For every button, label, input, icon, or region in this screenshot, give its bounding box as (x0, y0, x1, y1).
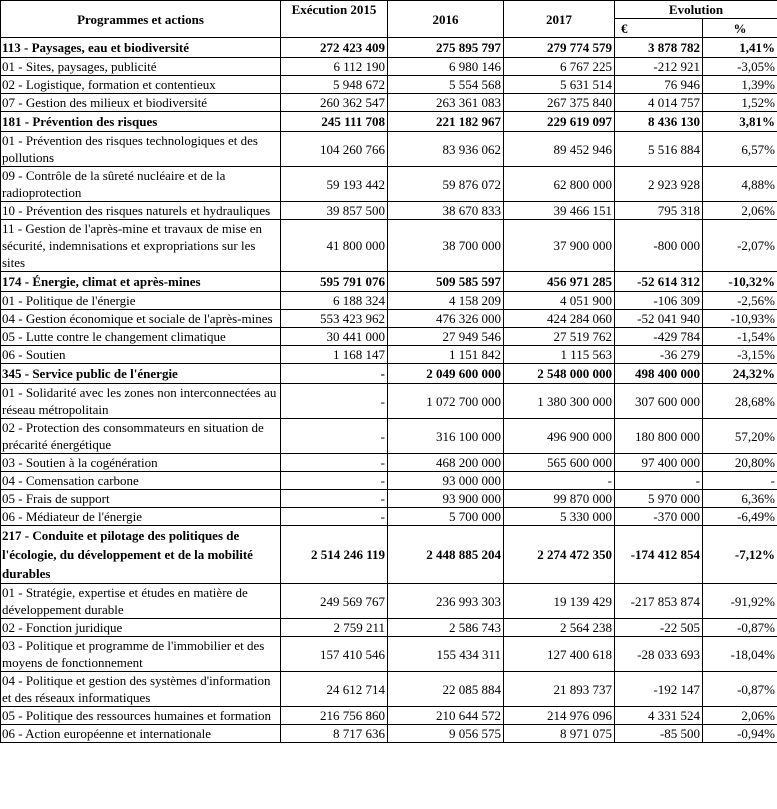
cell-2017: 267 375 840 (504, 94, 615, 112)
cell-2017: 21 893 737 (504, 672, 615, 707)
cell-2015: 8 717 636 (281, 725, 388, 743)
programme-row (1, 112, 777, 132)
cell-2016: 38 670 833 (388, 202, 504, 220)
row-label: 01 - Sites, paysages, publicité (1, 58, 281, 76)
action-row (1, 584, 777, 619)
cell-2017: 279 774 579 (504, 38, 615, 58)
cell-2017: 496 900 000 (504, 419, 615, 454)
programme-row (1, 526, 777, 584)
cell-evo-eur: -22 505 (615, 619, 703, 637)
row-label: 07 - Gestion des milieux et biodiversité (1, 94, 281, 112)
action-row (1, 167, 777, 202)
cell-evo-eur: 4 014 757 (615, 94, 703, 112)
cell-evo-eur: 76 946 (615, 76, 703, 94)
cell-2017: 37 900 000 (504, 220, 615, 272)
cell-evo-eur: -192 147 (615, 672, 703, 707)
header-2017: 2017 (504, 1, 615, 38)
cell-2017: 4 051 900 (504, 292, 615, 310)
cell-evo-pct: -2,56% (703, 292, 777, 310)
cell-2015: - (281, 419, 388, 454)
cell-2016: 263 361 083 (388, 94, 504, 112)
cell-evo-pct: 1,41% (703, 38, 777, 58)
cell-2015: 1 168 147 (281, 346, 388, 364)
programme-row (1, 272, 777, 292)
cell-2015: 30 441 000 (281, 328, 388, 346)
cell-2016: 9 056 575 (388, 725, 504, 743)
cell-2015: 553 423 962 (281, 310, 388, 328)
cell-evo-eur: 5 516 884 (615, 132, 703, 167)
row-label: 06 - Action européenne et internationale (1, 725, 281, 743)
action-row (1, 202, 777, 220)
cell-evo-pct: 57,20% (703, 419, 777, 454)
cell-evo-eur: -217 853 874 (615, 584, 703, 619)
header-programmes: Programmes et actions (1, 1, 281, 38)
cell-2015: - (281, 472, 388, 490)
programme-row (1, 364, 777, 384)
cell-2015: 6 112 190 (281, 58, 388, 76)
cell-evo-eur: -85 500 (615, 725, 703, 743)
cell-evo-eur: -800 000 (615, 220, 703, 272)
action-row (1, 384, 777, 419)
cell-evo-eur: 795 318 (615, 202, 703, 220)
action-row (1, 672, 777, 707)
cell-2017: 424 284 060 (504, 310, 615, 328)
cell-evo-eur: -370 000 (615, 508, 703, 526)
cell-2015: 39 857 500 (281, 202, 388, 220)
cell-evo-eur: 8 436 130 (615, 112, 703, 132)
row-label: 181 - Prévention des risques (1, 112, 281, 132)
cell-2017: 2 564 238 (504, 619, 615, 637)
cell-2017: 99 870 000 (504, 490, 615, 508)
action-row (1, 220, 777, 272)
cell-evo-pct: 1,39% (703, 76, 777, 94)
cell-evo-eur: -28 033 693 (615, 637, 703, 672)
header-evo-eur: € (615, 19, 703, 38)
cell-2017: 39 466 151 (504, 202, 615, 220)
cell-evo-pct: 28,68% (703, 384, 777, 419)
cell-evo-pct: -2,07% (703, 220, 777, 272)
row-label: 05 - Lutte contre le changement climatique (1, 328, 281, 346)
cell-evo-eur: -106 309 (615, 292, 703, 310)
action-row (1, 419, 777, 454)
cell-evo-pct: -3,05% (703, 58, 777, 76)
table-body (1, 38, 777, 743)
cell-evo-pct: 4,88% (703, 167, 777, 202)
action-row (1, 310, 777, 328)
cell-evo-eur: 3 878 782 (615, 38, 703, 58)
cell-evo-eur: 97 400 000 (615, 454, 703, 472)
cell-evo-pct: -1,54% (703, 328, 777, 346)
table-header-row (1, 1, 777, 19)
row-label: 03 - Politique et programme de l'immobilier et des moyens de fonctionnement (1, 637, 281, 672)
action-row (1, 454, 777, 472)
cell-2017: 8 971 075 (504, 725, 615, 743)
cell-evo-pct: -0,94% (703, 725, 777, 743)
cell-2015: - (281, 508, 388, 526)
cell-2017: 2 548 000 000 (504, 364, 615, 384)
row-label: 09 - Contrôle de la sûreté nucléaire et de la radioprotection (1, 167, 281, 202)
row-label: 217 - Conduite et pilotage des politiques de l'écologie, du développement et de la mobilité durables (1, 526, 281, 584)
cell-2016: 476 326 000 (388, 310, 504, 328)
cell-2015: 157 410 546 (281, 637, 388, 672)
cell-2016: 38 700 000 (388, 220, 504, 272)
cell-evo-pct: -10,93% (703, 310, 777, 328)
cell-2015: - (281, 454, 388, 472)
cell-evo-eur: 4 331 524 (615, 707, 703, 725)
action-row (1, 76, 777, 94)
cell-2016: 509 585 597 (388, 272, 504, 292)
cell-evo-pct: 2,06% (703, 707, 777, 725)
cell-2016: 5 700 000 (388, 508, 504, 526)
cell-evo-pct: -0,87% (703, 672, 777, 707)
cell-evo-pct: -7,12% (703, 526, 777, 584)
cell-evo-eur: 5 970 000 (615, 490, 703, 508)
action-row (1, 707, 777, 725)
cell-2016: 1 151 842 (388, 346, 504, 364)
cell-2017: 127 400 618 (504, 637, 615, 672)
cell-2016: 27 949 546 (388, 328, 504, 346)
cell-2017: 1 115 563 (504, 346, 615, 364)
cell-evo-pct: -0,87% (703, 619, 777, 637)
cell-2016: 5 554 568 (388, 76, 504, 94)
cell-2015: 104 260 766 (281, 132, 388, 167)
row-label: 01 - Stratégie, expertise et études en matière de développement durable (1, 584, 281, 619)
cell-2017: 565 600 000 (504, 454, 615, 472)
action-row (1, 94, 777, 112)
cell-2016: 2 049 600 000 (388, 364, 504, 384)
cell-2016: 468 200 000 (388, 454, 504, 472)
row-label: 02 - Fonction juridique (1, 619, 281, 637)
cell-2017: 19 139 429 (504, 584, 615, 619)
action-row (1, 472, 777, 490)
action-row (1, 490, 777, 508)
cell-2015: 260 362 547 (281, 94, 388, 112)
cell-evo-pct: -18,04% (703, 637, 777, 672)
cell-2016: 275 895 797 (388, 38, 504, 58)
row-label: 05 - Frais de support (1, 490, 281, 508)
cell-evo-pct: 24,32% (703, 364, 777, 384)
cell-evo-pct: 6,36% (703, 490, 777, 508)
cell-evo-pct: 2,06% (703, 202, 777, 220)
cell-2015: 249 569 767 (281, 584, 388, 619)
row-label: 03 - Soutien à la cogénération (1, 454, 281, 472)
cell-evo-pct: -6,49% (703, 508, 777, 526)
cell-evo-eur: 307 600 000 (615, 384, 703, 419)
row-label: 02 - Protection des consommateurs en situation de précarité énergétique (1, 419, 281, 454)
row-label: 174 - Énergie, climat et après-mines (1, 272, 281, 292)
cell-2017: 2 274 472 350 (504, 526, 615, 584)
row-label: 05 - Politique des ressources humaines et formation (1, 707, 281, 725)
cell-2016: 2 586 743 (388, 619, 504, 637)
cell-2015: - (281, 364, 388, 384)
cell-2015: 59 193 442 (281, 167, 388, 202)
action-row (1, 292, 777, 310)
header-evolution: Evolution (615, 1, 777, 19)
cell-2016: 6 980 146 (388, 58, 504, 76)
cell-2017: 27 519 762 (504, 328, 615, 346)
row-label: 06 - Médiateur de l'énergie (1, 508, 281, 526)
cell-2016: 221 182 967 (388, 112, 504, 132)
action-row (1, 637, 777, 672)
cell-2017: 214 976 096 (504, 707, 615, 725)
cell-evo-eur: -52 041 940 (615, 310, 703, 328)
cell-2015: 41 800 000 (281, 220, 388, 272)
cell-evo-eur: -52 614 312 (615, 272, 703, 292)
cell-2016: 83 936 062 (388, 132, 504, 167)
action-row (1, 346, 777, 364)
cell-evo-pct: 3,81% (703, 112, 777, 132)
cell-evo-pct: - (703, 472, 777, 490)
row-label: 02 - Logistique, formation et contentieux (1, 76, 281, 94)
cell-2015: - (281, 490, 388, 508)
cell-2017: 6 767 225 (504, 58, 615, 76)
cell-2017: 89 452 946 (504, 132, 615, 167)
cell-2015: 216 756 860 (281, 707, 388, 725)
cell-evo-pct: -91,92% (703, 584, 777, 619)
row-label: 345 - Service public de l'énergie (1, 364, 281, 384)
cell-2016: 210 644 572 (388, 707, 504, 725)
cell-2015: 595 791 076 (281, 272, 388, 292)
header-2015: Exécution 2015 (281, 1, 388, 38)
cell-evo-pct: -10,32% (703, 272, 777, 292)
cell-2016: 59 876 072 (388, 167, 504, 202)
cell-evo-eur: 2 923 928 (615, 167, 703, 202)
cell-2016: 2 448 885 204 (388, 526, 504, 584)
cell-2015: 24 612 714 (281, 672, 388, 707)
cell-2016: 4 158 209 (388, 292, 504, 310)
cell-evo-pct: 6,57% (703, 132, 777, 167)
cell-evo-eur: 180 800 000 (615, 419, 703, 454)
cell-2016: 155 434 311 (388, 637, 504, 672)
cell-2016: 22 085 884 (388, 672, 504, 707)
cell-evo-pct: 1,52% (703, 94, 777, 112)
cell-2017: 456 971 285 (504, 272, 615, 292)
cell-2017: - (504, 472, 615, 490)
header-2016: 2016 (388, 1, 504, 38)
row-label: 01 - Politique de l'énergie (1, 292, 281, 310)
cell-2017: 62 800 000 (504, 167, 615, 202)
cell-evo-eur: -36 279 (615, 346, 703, 364)
row-label: 01 - Prévention des risques technologiques et des pollutions (1, 132, 281, 167)
cell-evo-eur: -174 412 854 (615, 526, 703, 584)
cell-2015: 2 759 211 (281, 619, 388, 637)
action-row (1, 328, 777, 346)
action-row (1, 619, 777, 637)
action-row (1, 508, 777, 526)
header-evo-pct: % (703, 19, 777, 38)
cell-2015: 272 423 409 (281, 38, 388, 58)
row-label: 01 - Solidarité avec les zones non interconnectées au réseau métropolitain (1, 384, 281, 419)
cell-2016: 1 072 700 000 (388, 384, 504, 419)
cell-2016: 93 900 000 (388, 490, 504, 508)
cell-evo-eur: -429 784 (615, 328, 703, 346)
cell-evo-pct: -3,15% (703, 346, 777, 364)
action-row (1, 58, 777, 76)
cell-2017: 5 631 514 (504, 76, 615, 94)
cell-2015: 245 111 708 (281, 112, 388, 132)
action-row (1, 725, 777, 743)
cell-2016: 236 993 303 (388, 584, 504, 619)
row-label: 04 - Gestion économique et sociale de l'après-mines (1, 310, 281, 328)
cell-evo-eur: - (615, 472, 703, 490)
action-row (1, 132, 777, 167)
row-label: 06 - Soutien (1, 346, 281, 364)
programme-row (1, 38, 777, 58)
cell-2015: - (281, 384, 388, 419)
row-label: 04 - Comensation carbone (1, 472, 281, 490)
row-label: 11 - Gestion de l'après-mine et travaux de mise en sécurité, indemnisations et expropriations sur les sites (1, 220, 281, 272)
cell-evo-pct: 20,80% (703, 454, 777, 472)
row-label: 10 - Prévention des risques naturels et hydrauliques (1, 202, 281, 220)
cell-2017: 229 619 097 (504, 112, 615, 132)
cell-2017: 1 380 300 000 (504, 384, 615, 419)
cell-2015: 6 188 324 (281, 292, 388, 310)
cell-2015: 2 514 246 119 (281, 526, 388, 584)
cell-2015: 5 948 672 (281, 76, 388, 94)
cell-evo-eur: 498 400 000 (615, 364, 703, 384)
row-label: 04 - Politique et gestion des systèmes d'information et des réseaux informatiques (1, 672, 281, 707)
cell-2016: 93 000 000 (388, 472, 504, 490)
cell-2016: 316 100 000 (388, 419, 504, 454)
cell-evo-eur: -212 921 (615, 58, 703, 76)
cell-2017: 5 330 000 (504, 508, 615, 526)
row-label: 113 - Paysages, eau et biodiversité (1, 38, 281, 58)
